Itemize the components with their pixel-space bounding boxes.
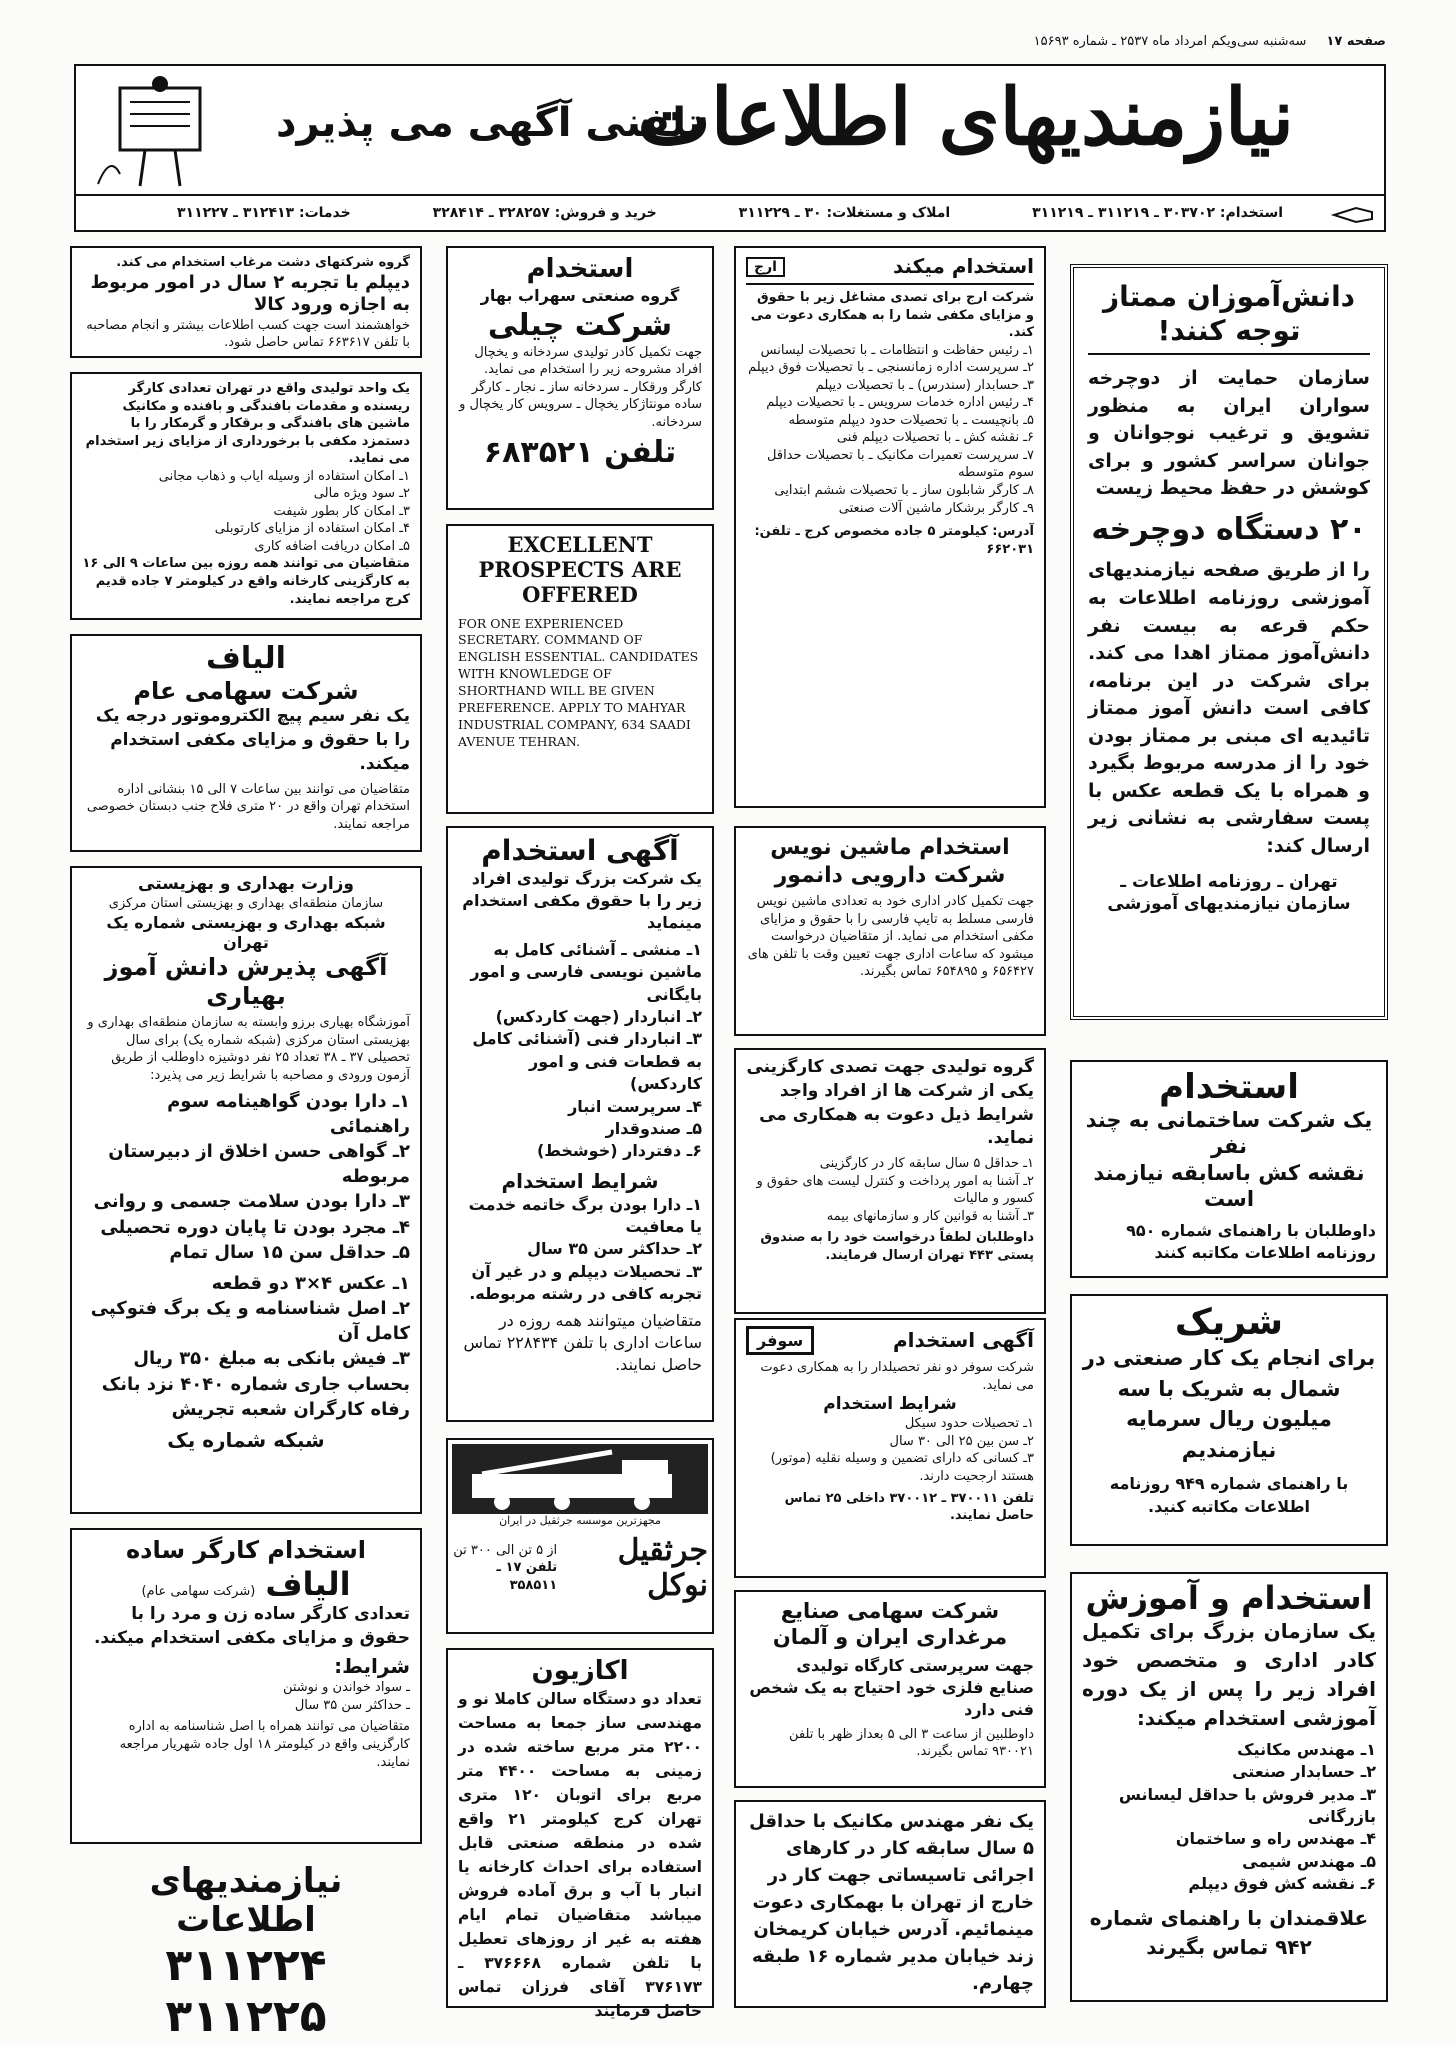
ad-typist — [734, 826, 1046, 1036]
position-list — [458, 939, 702, 1163]
list-item: ۱ـ مهندس مکانیک — [1237, 1739, 1376, 1759]
list-item: ۵ـ صندوقدار — [605, 1118, 702, 1138]
ad-title: شریک — [1174, 1302, 1284, 1343]
masthead-title: نیازمندیهای اطلاعات — [637, 72, 1294, 163]
ad-title: استخدام — [1159, 1067, 1299, 1107]
ad-chili — [446, 246, 714, 510]
ad-intro: شرکت سوفر دو نفر تحصیلدار را به همکاری دعوت می نماید. — [760, 1360, 1034, 1393]
ad-partner — [1070, 1294, 1388, 1546]
ad-body: سازمان حمایت از دوچرخه سواران ایران به منظور تشویق و ترغیب نوجوانان و جوانان سراسر کشور و برای کوشش در حفظ محیط زیست — [1088, 367, 1370, 500]
ad-company: الیاف — [265, 1564, 351, 1603]
ad-arj — [734, 246, 1046, 808]
list-item: ۳ـ مدیر فروش با حداقل لیسانس بازرگانی — [1118, 1784, 1376, 1826]
ad-caption: مجهزترین موسسه جرثقیل در ایران — [499, 1514, 661, 1527]
ad-title: گروه تولیدی جهت تصدی کارگزینی یکی از شرکت ها از افراد واجد شرایط ذیل دعوت به همکاری می نماید. — [746, 1057, 1034, 1149]
list-item: ۳ـ امکان کار بطور شیفت — [273, 503, 410, 519]
ad-title: استخدام — [526, 254, 634, 284]
contact-services: خدمات: ۳۱۲۴۱۳ ـ ۳۱۱۲۲۷ — [176, 205, 351, 221]
ad-footer: متقاضیان میتوانند همه روزه در ساعات اداری با تلفن ۲۲۸۴۳۴ تماس حاصل نمایند. — [463, 1310, 702, 1375]
ad-footer: داوطلبین از ساعت ۳ الی ۵ بعداز ظهر با تلفن ۹۳۰۰۲۱ تماس بگیرند. — [788, 1726, 1034, 1760]
list-item: ۵ـ امکان دریافت اضافه کاری — [254, 538, 410, 554]
ad-sufar — [734, 1318, 1046, 1578]
ad-footer: متقاضیان می توانند همه روزه بین ساعات ۹ الی ۱۶ به کارگزینی کارخانه واقع در کیلومتر ۷ جاده قدیم کرج مراجعه نمایند. — [82, 556, 410, 607]
list-item: ۳ـ دارا بودن سلامت جسمی و روانی — [93, 1191, 410, 1213]
list-item: ۲ـ اصل شناسنامه و یک برگ فتوکپی کامل آن — [90, 1298, 410, 1345]
page-number: صفحه ۱۷ — [1326, 34, 1386, 49]
ad-nursing-school — [70, 866, 422, 1514]
ad-brand: جرثقیل نوکل — [617, 1532, 708, 1603]
list-item: ۱ـ حداقل ۵ سال سابقه کار در کارگزینی — [819, 1156, 1034, 1172]
list-item: ۳ـ کسانی که دارای تضمین و وسیله نقلیه (موتور) هستند ارجحیت دارند. — [770, 1451, 1034, 1484]
ad-etelaat-phones — [70, 1856, 422, 2043]
list-item: ۵ـ مهندس شیمی — [1242, 1851, 1376, 1871]
ad-network: شبکه بهداری و بهزیستی شماره یک تهران — [106, 912, 386, 952]
ad-company-tag: (شرکت سهامی عام) — [141, 1583, 256, 1599]
ad-poultry — [734, 1590, 1046, 1788]
ad-training — [1070, 1572, 1388, 2002]
ad-crane — [446, 1438, 714, 1634]
reader-illustration-icon — [90, 74, 240, 192]
ad-title: استخدام و آموزش — [1085, 1579, 1373, 1617]
ad-group: گروه صنعتی سهراب بهار — [480, 286, 680, 306]
ad-body: جهت تکمیل کادر اداری خود به تعدادی ماشین نویس فارسی مسلط به تایپ فارسی را با حقوق و مزایای مکفی استخدام می نماید. از متقاضیان درخواست میشود که ساعات اداری جهت تعیین وقت با تلفن های ۶۵۶۴۲۷ و ۶۵۴۸۹۵ تماس بگیرند. — [747, 894, 1034, 980]
ad-footer: آدرس: کیلومتر ۵ جاده مخصوص کرج ـ تلفن: ۶۶۲۰۳۱ — [754, 524, 1034, 557]
list-item: ۵ـ بانچیست ـ با تحصیلات حدود دیپلم متوسطه — [788, 412, 1034, 428]
ad-title: آگهی پذیرش دانش آموز بهیاری — [104, 952, 388, 1010]
ad-draftsman — [1070, 1060, 1388, 1278]
ad-phones: ۳۱۱۲۲۴ ۳۱۱۲۲۵ — [165, 1940, 327, 2043]
ad-students-bicycles — [1070, 264, 1388, 1020]
ad-footer: خواهشمند است جهت کسب اطلاعات بیشتر و انجام مصاحبه با تلفن ۶۶۳۶۱۷ تماس حاصل شود. — [86, 317, 410, 351]
ad-title: دیپلم با تجربه ۲ سال در امور مربوط به اجازه ورود کالا — [90, 271, 410, 316]
masthead-subtitle: تلفنی آگهی می پذیرد — [276, 100, 703, 146]
ad-title: شرکت سهامی صنایع مرغداری ایران و آلمان — [772, 1599, 1008, 1650]
ad-body: یک نفر سیم پیچ الکتروموتور درجه یک را با حقوق و مزایای مکفی استخدام میکند. — [95, 706, 410, 774]
ad-textile-factory — [70, 372, 422, 620]
ad-footer: داوطلبان لطفاً درخواست خود را به صندوق پستی ۴۴۳ تهران ارسال فرمایند. — [760, 1230, 1034, 1263]
ad-company: شرکت سهامی عام — [133, 676, 359, 705]
ad-org: وزارت بهداری و بهزیستی — [138, 874, 354, 894]
ad-intro: یک شرکت بزرگ تولیدی افراد زیر را با حقوق مکفی استخدام مینماید — [462, 868, 702, 933]
ad-body: جهت سرپرستی کارگاه تولیدی صنایع فلزی خود احتیاج به یک شخص فنی دارد — [749, 1655, 1034, 1720]
ad-footer: علاقمندان با راهنمای شماره ۹۴۲ تماس بگیرند — [1089, 1905, 1369, 1959]
ad-body: برای انجام یک کار صنعتی در شمال به شریک با سه میلیون ریال سرمایه نیازمندیم — [1082, 1346, 1376, 1462]
list-item: ۲ـ سن بین ۲۵ الی ۳۰ سال — [889, 1433, 1034, 1449]
list-item: ۱ـ رئیس حفاظت و انتظامات ـ با تحصیلات لیسانس — [760, 342, 1034, 358]
ad-company: شرکت دارویی دانمور — [774, 862, 1006, 888]
ad-highlight: ۲۰ دستگاه دوچرخه — [1091, 511, 1367, 547]
ad-body: FOR ONE EXPERIENCED SECRETARY. COMMAND OF ENGLISH ESSENTIAL. CANDIDATES WITH KNOWLEDGE OF SHORTHAND WILL BE GIVEN PREFERENCE. APPLY TO MAHYAR INDUSTRIAL COMPANY, 634 SAADI AVENUE TEHRAN. — [458, 615, 699, 749]
ad-diploma — [70, 246, 422, 358]
ad-mech-engineer — [734, 1800, 1046, 2008]
ad-line-3: داوطلبان با راهنمای شماره ۹۵۰ روزنامه اطلاعات مکاتبه کنند — [1126, 1221, 1376, 1263]
ad-body: یک سازمان بزرگ برای تکمیل کادر اداری و متخصص خود افراد زیر را پس از یک دوره آموزشی استخدام میکند: — [1082, 1618, 1376, 1730]
list-item: ـ سواد خواندن و نوشتن — [282, 1680, 410, 1696]
list-item: ۸ـ کارگر شابلون ساز ـ با تحصیلات ششم ابتدایی — [774, 483, 1034, 499]
ad-intro: شرکت ارج برای تصدی مشاغل زیر با حقوق و مزایای مکفی شما را به همکاری دعوت می کند. — [750, 290, 1034, 341]
list-item: ۶ـ نقشه کش ـ با تحصیلات دیپلم فنی — [836, 430, 1034, 446]
ad-body: یک نفر مهندس مکانیک با حداقل ۵ سال سابقه کار در کارهای اجرائی تاسیساتی جهت کار در خارج از تهران با بهمکاری دعوت مینمائیم. آدرس خیابان کریمخان زند خیابان مدیر شماره ۱۶ طبقه چهارم. — [749, 1811, 1034, 1994]
ad-title: الیاف — [206, 641, 286, 676]
list-item: ۷ـ سرپرست تعمیرات مکانیک ـ با تحصیلات حداقل سوم متوسطه — [767, 447, 1034, 481]
ad-footer: متقاضیان می توانند همراه با اصل شناسنامه به اداره کارگزینی واقع در کیلومتر ۱۸ اول جاده شهریار مراجعه نمایند. — [119, 1719, 410, 1770]
list-item: ۳ـ حسابدار (سندرس) ـ با تحصیلات دیپلم — [815, 377, 1034, 393]
list-item: ۱ـ منشی ـ آشنائی کامل به ماشین نویسی فارسی و امور بایگانی — [470, 939, 702, 1004]
list-item: ۵ـ حداقل سن ۱۵ سال تمام — [169, 1241, 410, 1263]
ad-title: استخدام میکند — [892, 254, 1034, 278]
list-item: ۳ـ فیش بانکی به مبلغ ۳۵۰ ریال بحساب جاری شماره ۴۰۴۰ نزد بانک رفاه کارگران شعبه تجریش — [101, 1348, 410, 1420]
ad-footer: تلفن ۳۷۰۰۱۱ ـ ۳۷۰۰۱۲ داخلی ۲۵ تماس حاصل نمایند. — [784, 1490, 1034, 1524]
ad-title: اکازیون — [531, 1656, 629, 1686]
contact-employment: استخدام: ۳۰۳۷۰۲ ـ ۳۱۱۲۱۹ ـ ۳۱۱۲۱۹ — [1032, 205, 1284, 221]
list-item: ۳ـ تحصیلات دیپلم و در غیر آن تجربه کافی در رشته مربوطه. — [469, 1261, 702, 1304]
ad-subtitle: شرایط استخدام — [823, 1394, 957, 1415]
ad-intro: گروه شرکتهای دشت مرغاب استخدام می کند. — [116, 255, 410, 270]
position-list — [1082, 1739, 1376, 1896]
ad-title: EXCELLENT PROSPECTS ARE OFFERED — [478, 532, 682, 608]
issue-date: سه‌شنبه سی‌ویکم امرداد ماه ۲۵۳۷ ـ شماره ۱۵۶۹۳ — [1033, 34, 1307, 49]
condition-list — [746, 1155, 1034, 1225]
list-item: ۱ـ عکس ۴×۳ دو قطعه — [211, 1272, 410, 1294]
ad-company: شرکت چیلی — [487, 307, 673, 343]
condition-list — [82, 1679, 410, 1714]
ad-note: با راهنمای شماره ۹۴۹ روزنامه اطلاعات مکاتبه کنید. — [1109, 1474, 1349, 1516]
crane-truck-icon — [452, 1444, 708, 1514]
list-item: ۱ـ تحصیلات حدود سیکل — [904, 1416, 1034, 1432]
contact-property: املاک و مستغلات: ۳۰ ـ ۳۱۱۲۲۹ — [738, 205, 951, 221]
list-item: ۳ـ آشنا به قوانین کار و سازمانهای بیمه — [826, 1208, 1034, 1224]
list-item: ۹ـ کارگر برشکار ماشین آلات صنعتی — [838, 500, 1034, 516]
ad-footer: متقاضیان می توانند بین ساعات ۷ الی ۱۵ بنشانی اداره استخدام تهران واقع در ۲۰ متری فلاح جنب دبستان خصوصی مراجعه نمایند. — [86, 781, 410, 832]
list-item: ۲ـ انباردار (جهت کاردکس) — [495, 1006, 702, 1026]
position-list — [746, 342, 1034, 517]
sufar-logo: سوفر — [746, 1326, 814, 1355]
page-header — [74, 34, 1386, 56]
list-item: ۴ـ مهندس راه و ساختمان — [1175, 1829, 1376, 1849]
condition-list — [458, 1194, 702, 1306]
list-item: ۱ـ امکان استفاده از وسیله ایاب و ذهاب مجانی — [158, 468, 410, 484]
contact-bar — [76, 194, 1384, 230]
list-item: ۲ـ سرپرست اداره زمانسنجی ـ با تحصیلات فوق دیپلم — [748, 360, 1034, 376]
ad-phone: تلفن ۱۷ ـ ۳۵۸۵۱۱ — [496, 1560, 558, 1593]
ad-alyaf-winder — [70, 634, 422, 852]
ad-large-company — [446, 826, 714, 1422]
ad-body: تعداد دو دستگاه سالن کاملا نو و مهندسی ساز جمعا به مساحت ۲۲۰۰ متر مربع ساخته شده در زمینی به مساحت ۴۴۰۰ متر مربع برای اتوبان ۱۲۰ متری تهران کرج کیلومتر ۲۱ واقع شده در منطقه صنعتی قابل استفاده برای احداث کارخانه یا انبار با آب و برق آماده فروش میباشد متقاضیان تمام ایام هفته به غیر از روزهای تعطیل با تلفن شماره ۳۷۶۶۶۸ ـ ۳۷۶۱۷۳ آقای فرزان تماس حاصل فرمایند — [458, 1690, 703, 2021]
ad-title: نیازمندیهای اطلاعات — [149, 1861, 343, 1941]
ad-footer: شبکه شماره یک — [167, 1428, 325, 1453]
list-item: ۶ـ نقشه کش فوق دیپلم — [1188, 1874, 1376, 1894]
ad-production — [734, 1048, 1046, 1314]
list-item: ۲ـ آشنا به امور پرداخت و کنترل لیست های حقوق و کسور و مالیات — [756, 1173, 1034, 1207]
list-item: ۴ـ مجرد بودن تا پایان دوره تحصیلی — [100, 1216, 410, 1238]
masthead — [74, 64, 1386, 232]
ad-secretary-english — [446, 524, 714, 814]
ad-intro: یک واحد تولیدی واقع در تهران تعدادی کارگر ریسنده و مقدمات بافندگی و بافنده و مکانیک ماشین های بافندگی و برقکار و گرمکار را با دستمزد مکفی با برخورداری از مزایای زیر استخدام می نماید. — [85, 381, 410, 467]
ad-title: دانش‌آموزان ممتاز توجه کنند! — [1088, 280, 1370, 355]
ad-simple-worker — [70, 1528, 422, 1844]
ad-title: آگهی استخدام — [481, 834, 679, 867]
list-item: ۲ـ گواهی حسن اخلاق از دبیرستان مربوطه — [108, 1140, 410, 1188]
list-item: ۴ـ سرپرست انبار — [568, 1096, 702, 1116]
ad-title: آگهی استخدام — [892, 1328, 1034, 1352]
list-item: ۶ـ دفتردار (خوشخط) — [536, 1141, 702, 1161]
ad-line-1: یک شرکت ساختمانی به چند نفر — [1085, 1108, 1373, 1159]
ad-phone: تلفن ۶۸۳۵۲۱ — [483, 435, 677, 471]
ad-line-2: نقشه کش باسابقه نیازمند است — [1093, 1160, 1365, 1211]
condition-list — [82, 1089, 410, 1265]
list-item: ۳ـ انباردار فنی (آشنائی کامل به قطعات فنی و امور کاردکس) — [472, 1029, 702, 1094]
benefit-list — [82, 468, 410, 556]
ad-address: تهران ـ روزنامه اطلاعات ـ سازمان نیازمندیهای آموزشی — [1107, 872, 1351, 914]
ad-body-2: را از طریق صفحه نیازمندیهای آموزشی روزنامه اطلاعات به حکم قرعه به بیست نفر دانش‌آموز ممتاز اهدا می کند. برای شرکت در این برنامه، کافی است دانش آموز ممتاز تائیدیه ای مبنی بر ممتاز بودن خود را از مدرسه مربوط بگیرد و همراه با یک قطعه عکس با پست سفارشی به نشانی زیر ارسال کند: — [1088, 559, 1370, 857]
ad-subtitle: شرایط استخدام — [501, 1168, 659, 1193]
ad-title: استخدام کارگر ساده — [125, 1536, 367, 1564]
list-item: ۱ـ دارا بودن گواهینامه سوم راهنمائی — [167, 1090, 410, 1137]
ad-body: تعدادی کارگر ساده زن و مرد را با حقوق و مزایای مکفی استخدام میکند. — [93, 1603, 410, 1648]
ad-body: آموزشگاه بهیاری برزو وابسته به سازمان منطقه‌ای بهداری و بهزیستی استان مرکزی (شبکه شماره یک) برای سال تحصیلی ۳۷ ـ ۳۸ تعداد ۲۵ نفر دوشیزه داوطلب از طریق آزمون ورودی و مصاحبه با شرایط زیر می پذیرد: — [87, 1015, 410, 1084]
ad-body: جهت تکمیل کادر تولیدی سردخانه و یخچال افراد مشروحه زیر را استخدام می نماید. کارگر ورقکار ـ سردخانه ساز ـ نجار ـ کارگر ساده مونتاژکار یخچال ـ سرویس کار یخچال و سردخانه. — [459, 344, 702, 430]
list-item: ۴ـ امکان استفاده از مزایای کارتوبلی — [214, 521, 410, 537]
ad-occasion — [446, 1648, 714, 2021]
ad-subtitle: شرایط: — [334, 1654, 410, 1679]
list-item: ۴ـ رئیس اداره خدمات سرویس ـ با تحصیلات دیپلم — [766, 395, 1034, 411]
ad-title: استخدام ماشین نویس — [770, 835, 1010, 860]
list-item: ۱ـ دارا بودن برگ خاتمه خدمت یا معافیت — [468, 1194, 702, 1237]
list-item: ۲ـ سود ویژه مالی — [313, 486, 410, 502]
condition-list — [746, 1415, 1034, 1485]
ad-specs: از ۵ تن الی ۳۰۰ تن — [453, 1542, 558, 1558]
document-list — [82, 1271, 410, 1422]
arj-logo: ارج — [746, 257, 785, 277]
ad-org-line: سازمان منطقه‌ای بهداری و بهزیستی استان مرکزی — [108, 896, 384, 912]
list-item: ـ حداکثر سن ۳۵ سال — [294, 1697, 410, 1713]
list-item: ۲ـ حسابدار صنعتی — [1232, 1762, 1376, 1782]
contact-trade: خرید و فروش: ۳۲۸۲۵۷ ـ ۳۲۸۴۱۴ — [432, 205, 657, 221]
list-item: ۲ـ حداکثر سن ۳۵ سال — [527, 1239, 702, 1259]
